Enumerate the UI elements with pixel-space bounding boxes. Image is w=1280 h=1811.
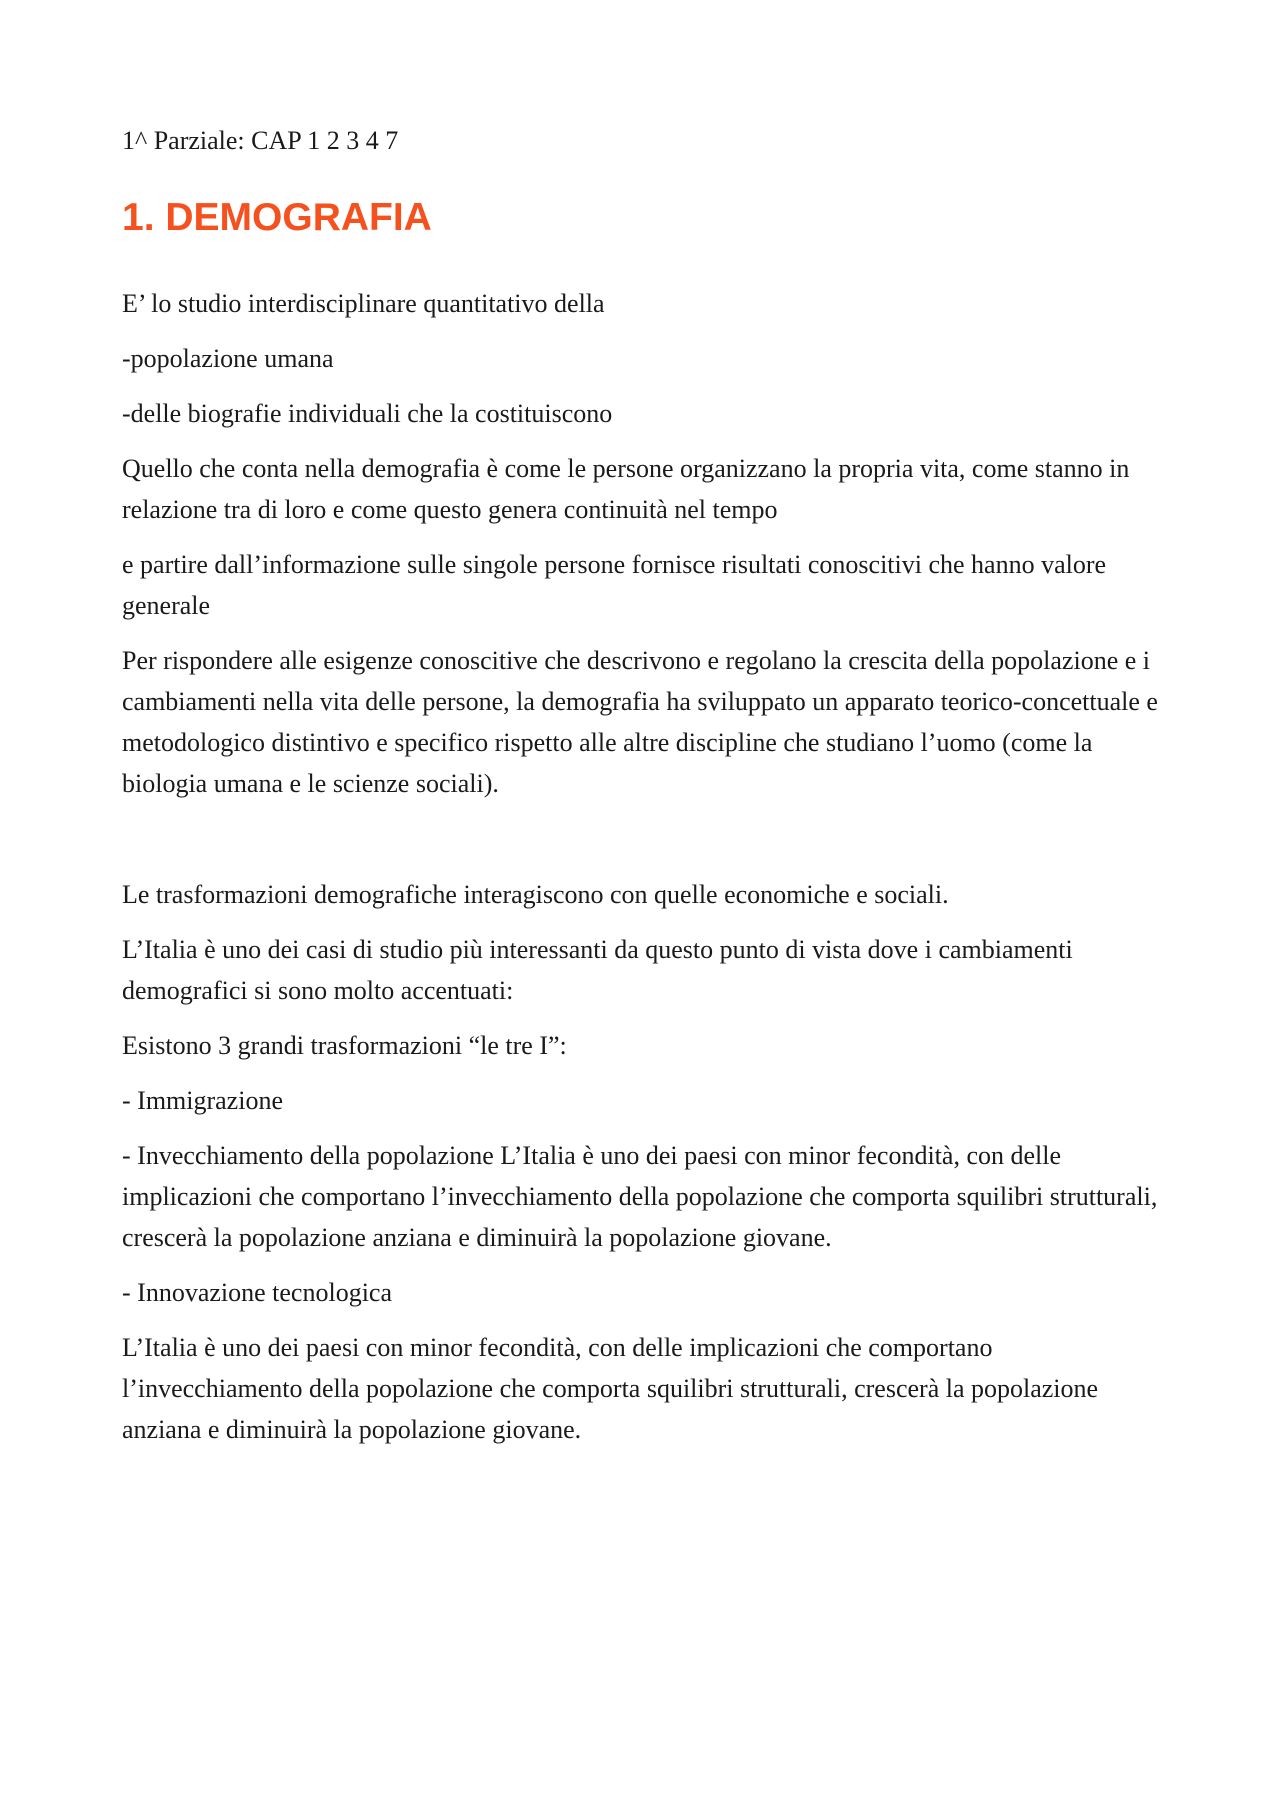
paragraph-definition: E’ lo studio interdisciplinare quantitativo della <box>122 289 605 318</box>
list-item-immigrazione: - Immigrazione <box>122 1086 283 1115</box>
page-header-text: 1^ Parziale: CAP 1 2 3 4 7 <box>122 126 399 155</box>
paragraph-item-biografie: -delle biografie individuali che la costituiscono <box>122 399 613 428</box>
list-item-innovazione: - Innovazione tecnologica <box>122 1278 392 1307</box>
paragraph-italia-caso-studio: L’Italia è uno dei casi di studio più interessanti da questo punto di vista dove i cambiamenti demografici si sono molto accentuati: <box>122 935 1073 1005</box>
paragraph-trasformazioni: Le trasformazioni demografiche interagiscono con quelle economiche e sociali. <box>122 880 949 909</box>
list-item-invecchiamento: - Invecchiamento della popolazione L’Italia è uno dei paesi con minor fecondità, con delle implicazioni che comportano l’invecchiamento della popolazione che comporta squilibri strutturali, crescerà la popolazione anziana e diminuirà la popolazione giovane. <box>122 1141 1158 1252</box>
section-heading: 1. DEMOGRAFIA <box>122 196 432 239</box>
paragraph-quello-che-conta: Quello che conta nella demografia è come le persone organizzano la propria vita, come stanno in relazione tra di loro e come questo genera continuità nel tempo <box>122 454 1130 524</box>
paragraph-item-popolazione: -popolazione umana <box>122 344 334 373</box>
section-spacer <box>122 818 1172 874</box>
paragraph-esigenze: Per rispondere alle esigenze conoscitive che descrivono e regolano la crescita della popolazione e i cambiamenti nella vita delle persone, la demografia ha sviluppato un apparato teorico-concettuale e metodologico distintivo e specifico rispetto alle altre discipline che studiano l’uomo (come la biologia umana e le scienze sociali). <box>122 646 1158 798</box>
paragraph-italia-fecondita: L’Italia è uno dei paesi con minor fecondità, con delle implicazioni che comportano l’invecchiamento della popolazione che comporta squilibri strutturali, crescerà la popolazione anziana e diminuirà la popolazione giovane. <box>122 1333 1099 1444</box>
document-content <box>122 120 1172 1464</box>
paragraph-informazione: e partire dall’informazione sulle singole persone fornisce risultati conoscitivi che hanno valore generale <box>122 550 1107 620</box>
paragraph-tre-i: Esistono 3 grandi trasformazioni “le tre I”: <box>122 1031 567 1060</box>
